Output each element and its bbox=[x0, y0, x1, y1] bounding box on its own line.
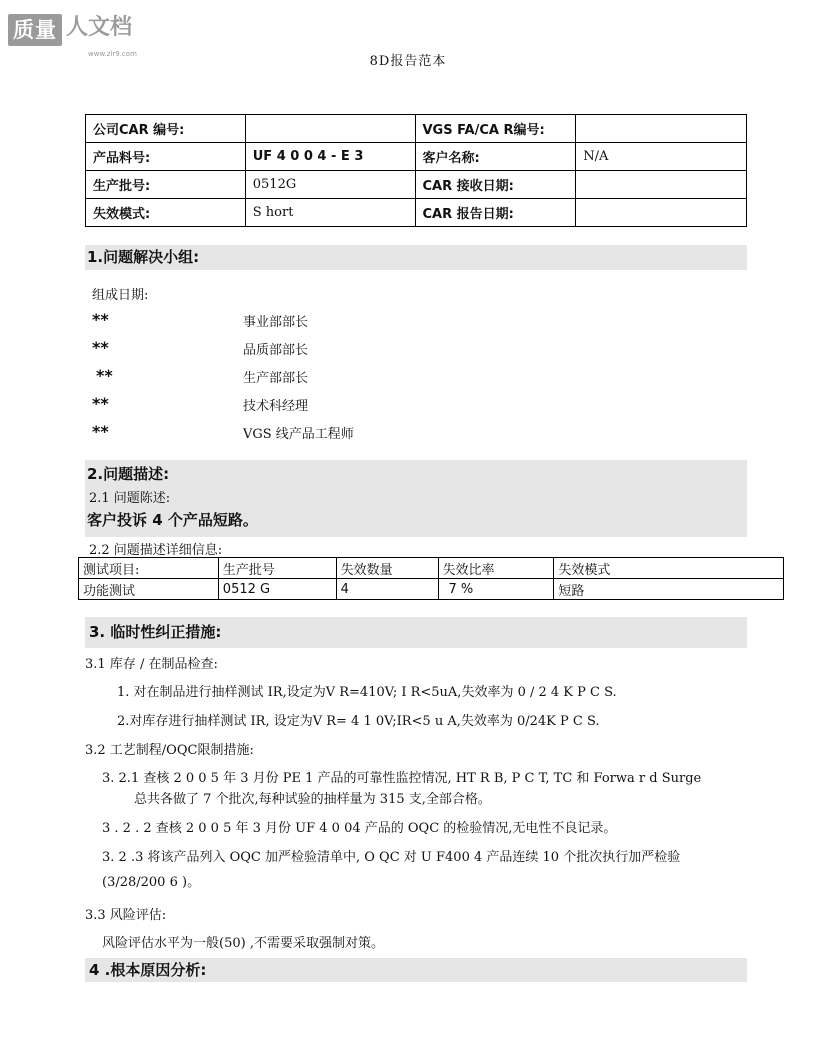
action-item: 1. 对在制品进行抽样测试 IR,设定为V R=410V; I R<5uA,失效率为 0 / 2 4 K P C S. bbox=[117, 685, 617, 700]
action-item: 3 . 2 . 2 查核 2 0 0 5 年 3 月份 UF 4 0 04 产品的 OQC 的检验情况,无电性不良记录。 bbox=[102, 821, 617, 836]
table-header-cell: 生产批号 bbox=[218, 558, 336, 579]
table-cell: 4 bbox=[336, 579, 438, 600]
table-cell: 生产批号: bbox=[86, 171, 246, 199]
action-item: (3/28/200 6 )。 bbox=[102, 875, 201, 890]
table-header-cell: 失效模式 bbox=[554, 558, 784, 579]
member-name: ** bbox=[92, 310, 109, 329]
action-item: 总共各做了 7 个批次,每种试验的抽样量为 315 支,全部合格。 bbox=[134, 792, 491, 807]
table-cell bbox=[576, 199, 747, 227]
table-cell: 失效模式: bbox=[86, 199, 246, 227]
table-cell: UF 4 0 0 4 - E 3 bbox=[245, 143, 415, 171]
table-cell: 短路 bbox=[554, 579, 784, 600]
section-4-bar bbox=[85, 958, 747, 982]
table-cell: 0512G bbox=[245, 171, 415, 199]
action-item: 2.对库存进行抽样测试 IR, 设定为V R= 4 1 0V;IR<5 u A,失效率为 0/24K P C S. bbox=[117, 714, 600, 729]
table-header-cell: 测试项目: bbox=[79, 558, 219, 579]
member-name: ** bbox=[92, 422, 109, 441]
table-cell: S hort bbox=[245, 199, 415, 227]
table-cell bbox=[245, 115, 415, 143]
logo-url: www.zlr9.com bbox=[88, 50, 137, 58]
table-row bbox=[86, 143, 747, 171]
member-name: ** bbox=[92, 338, 109, 357]
member-name: ** bbox=[92, 394, 109, 413]
table-row bbox=[86, 115, 747, 143]
table-header-row bbox=[79, 558, 784, 579]
action-item: 3. 2 .3 将该产品列入 OQC 加严检验清单中, O QC 对 U F400 4 产品连续 10 个批次执行加严检验 bbox=[102, 850, 681, 865]
subsection-label: 2.1 问题陈述: bbox=[89, 491, 171, 506]
section-heading: 3. 临时性纠正措施: bbox=[89, 623, 222, 641]
member-role: 事业部部长 bbox=[243, 315, 309, 330]
table-cell bbox=[576, 171, 747, 199]
section-heading: 4 .根本原因分析: bbox=[89, 961, 207, 979]
section-heading: 1.问题解决小组: bbox=[87, 248, 200, 266]
table-cell: CAR 接收日期: bbox=[415, 171, 576, 199]
table-cell: 7 % bbox=[438, 579, 554, 600]
logo-text: 人文档 www.zlr9.com bbox=[66, 14, 132, 42]
member-role: 品质部部长 bbox=[243, 343, 309, 358]
risk-assessment: 风险评估水平为一般(50) ,不需要采取强制对策。 bbox=[102, 936, 384, 951]
problem-detail-table bbox=[78, 557, 784, 600]
document-title: 8D报告范本 bbox=[369, 54, 447, 69]
member-role: 技术科经理 bbox=[243, 399, 309, 414]
member-role: 生产部部长 bbox=[243, 371, 309, 386]
table-cell: 0512 G bbox=[218, 579, 336, 600]
subsection-label: 3.2 工艺制程/OQC限制措施: bbox=[85, 743, 254, 758]
table-cell: CAR 报告日期: bbox=[415, 199, 576, 227]
car-info-table bbox=[85, 114, 747, 227]
table-cell: 客户名称: bbox=[415, 143, 576, 171]
subsection-label: 3.1 库存 / 在制品检查: bbox=[85, 657, 218, 672]
formation-date-label: 组成日期: bbox=[92, 288, 149, 303]
section-heading: 2.问题描述: bbox=[87, 465, 170, 483]
member-name: ** bbox=[96, 366, 113, 385]
table-cell: N/A bbox=[576, 143, 747, 171]
logo-mark: 质量 bbox=[8, 14, 62, 46]
subsection-label: 2.2 问题描述详细信息: bbox=[89, 543, 223, 558]
problem-statement: 客户投诉 4 个产品短路。 bbox=[87, 511, 258, 529]
table-row bbox=[86, 171, 747, 199]
table-header-cell: 失效比率 bbox=[438, 558, 554, 579]
table-row bbox=[86, 199, 747, 227]
table-cell: 公司CAR 编号: bbox=[86, 115, 246, 143]
table-header-cell: 失效数量 bbox=[336, 558, 438, 579]
table-row bbox=[79, 579, 784, 600]
action-item: 3. 2.1 查核 2 0 0 5 年 3 月份 PE 1 产品的可靠性监控情况, HT R B, P C T, TC 和 Forwa r d Surge bbox=[102, 771, 702, 786]
section-1-bar bbox=[85, 245, 747, 270]
member-role: VGS 线产品工程师 bbox=[243, 427, 354, 442]
table-cell: VGS FA/CA R编号: bbox=[415, 115, 576, 143]
table-cell: 产品料号: bbox=[86, 143, 246, 171]
subsection-label: 3.3 风险评估: bbox=[85, 908, 167, 923]
section-3-bar bbox=[85, 617, 747, 648]
table-cell: 功能测试 bbox=[79, 579, 219, 600]
logo bbox=[8, 14, 137, 58]
table-cell bbox=[576, 115, 747, 143]
